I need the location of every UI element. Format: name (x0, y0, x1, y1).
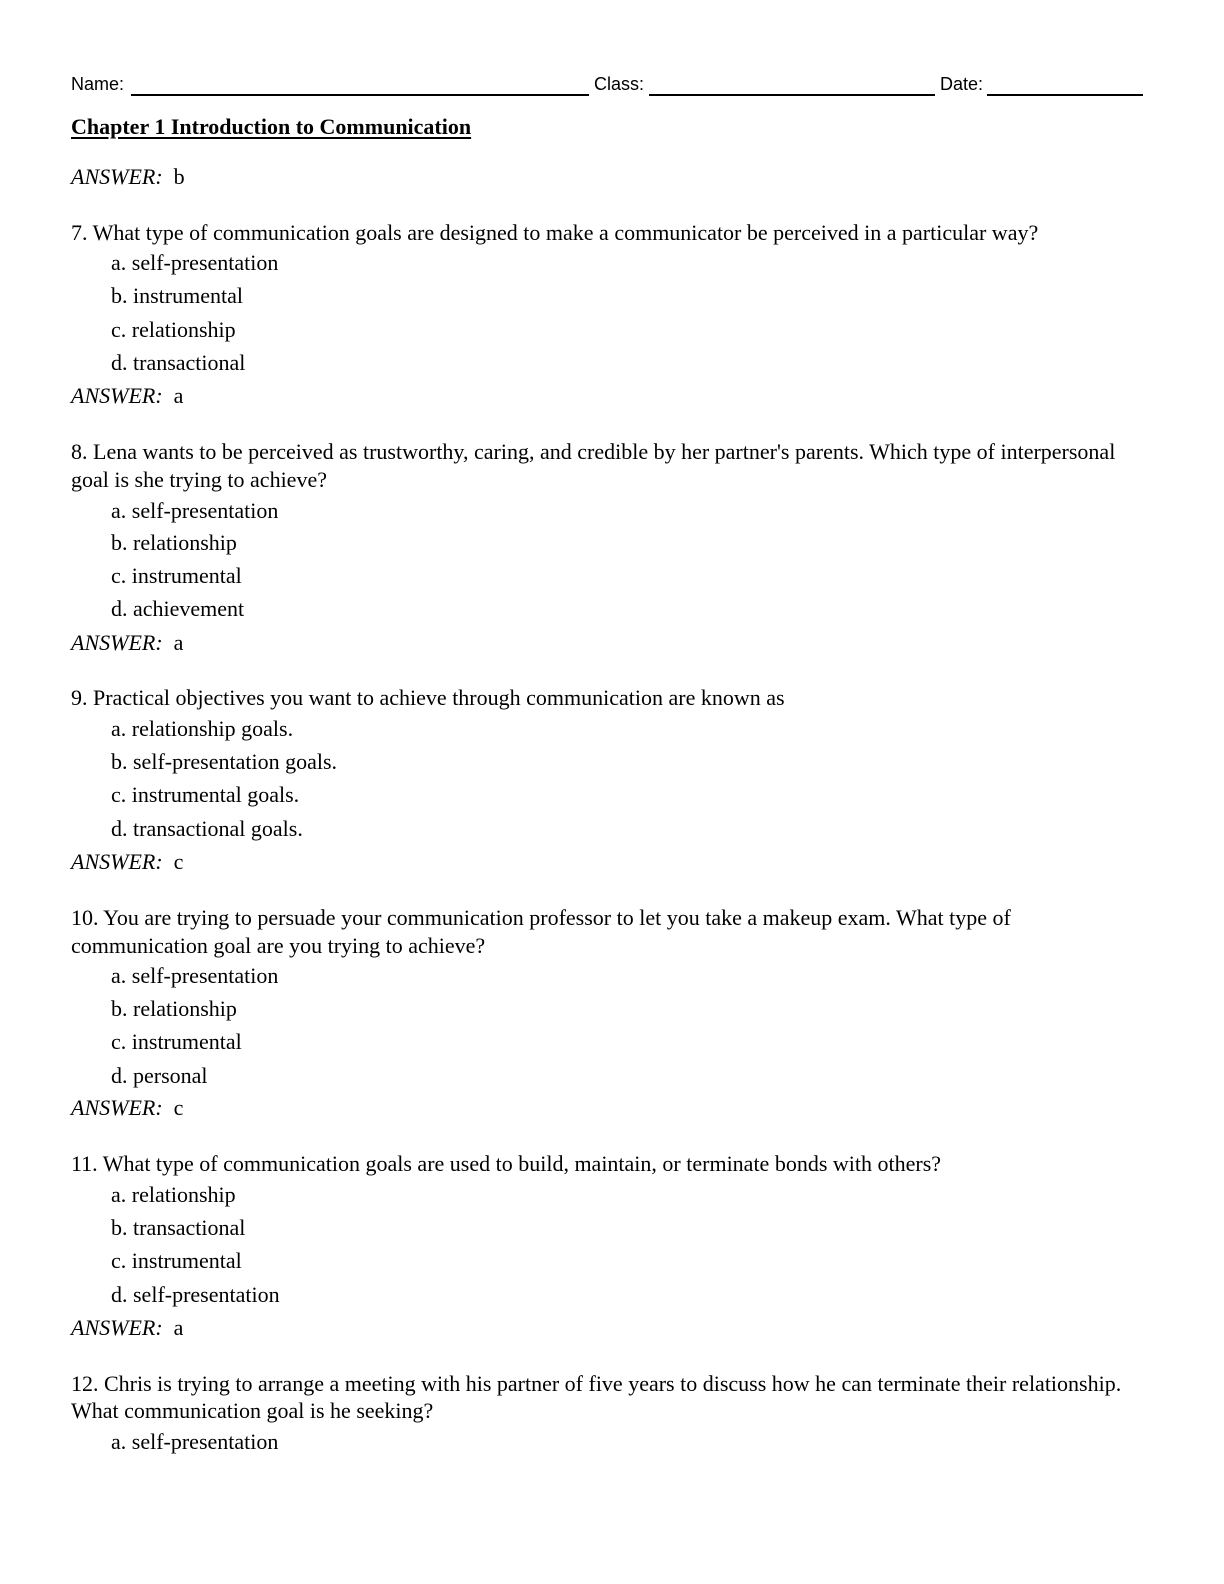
question-9-answer (71, 848, 183, 876)
question-10-option-d: d. personal (111, 1063, 208, 1088)
answer-value: a (173, 383, 184, 408)
question-11-option-a: a. relationship (111, 1182, 236, 1207)
question-12-option-a: a. self-presentation (111, 1429, 279, 1454)
question-9-text: 9. Practical objectives you want to achieve through communication are known as (71, 685, 785, 710)
question-8-option-c: c. instrumental (111, 563, 242, 588)
name-field[interactable] (131, 94, 589, 96)
question-9-option-c: c. instrumental goals. (111, 782, 300, 807)
question-9-option-d: d. transactional goals. (111, 816, 303, 841)
question-11-text: 11. What type of communication goals are used to build, maintain, or terminate bonds with others? (71, 1151, 942, 1176)
question-10-answer (71, 1094, 183, 1122)
answer-line (71, 163, 185, 191)
answer-value: c (173, 849, 184, 874)
question-7-text: 7. What type of communication goals are designed to make a communicator be perceived in a particular way? (71, 220, 1039, 245)
answer-label: ANSWER: (71, 383, 163, 408)
answer-label: ANSWER: (71, 1095, 163, 1120)
answer-value: a (173, 630, 184, 655)
question-7-option-c: c. relationship (111, 317, 236, 342)
date-field[interactable] (987, 94, 1143, 96)
question-8-option-d: d. achievement (111, 596, 245, 621)
question-11-option-c: c. instrumental (111, 1248, 242, 1273)
answer-label: ANSWER: (71, 164, 163, 189)
question-10-option-c: c. instrumental (111, 1029, 242, 1054)
class-field[interactable] (649, 94, 935, 96)
answer-label: ANSWER: (71, 849, 163, 874)
name-label: Name: (71, 74, 125, 94)
question-8-text: 8. Lena wants to be perceived as trustworthy, caring, and credible by her partner's parents. Which type of interpersonal goal is she trying to achieve? (71, 439, 1116, 492)
question-9-option-a: a. relationship goals. (111, 716, 294, 741)
question-10-option-b: b. relationship (111, 996, 237, 1021)
answer-label: ANSWER: (71, 630, 163, 655)
question-7-option-b: b. instrumental (111, 283, 243, 308)
question-7-option-d: d. transactional (111, 350, 246, 375)
answer-label: ANSWER: (71, 1315, 163, 1340)
question-10-option-a: a. self-presentation (111, 963, 279, 988)
question-11-option-d: d. self-presentation (111, 1282, 280, 1307)
question-10-text: 10. You are trying to persuade your communication professor to let you take a makeup exam. What type of communication goal are you trying to achieve? (71, 905, 1011, 958)
question-8-option-a: a. self-presentation (111, 498, 279, 523)
question-7-answer (71, 382, 183, 410)
question-9-option-b: b. self-presentation goals. (111, 749, 338, 774)
answer-value: a (173, 1315, 184, 1340)
answer-value: b (173, 164, 185, 189)
date-label: Date: (940, 74, 984, 94)
question-11-answer (71, 1314, 183, 1342)
question-8-option-b: b. relationship (111, 530, 237, 555)
class-label: Class: (594, 74, 645, 94)
question-7-option-a: a. self-presentation (111, 250, 279, 275)
answer-value: c (173, 1095, 184, 1120)
chapter-title: Chapter 1 Introduction to Communication (71, 114, 472, 139)
question-8-answer (71, 629, 183, 657)
student-info-header (71, 72, 1143, 96)
question-11-option-b: b. transactional (111, 1215, 246, 1240)
question-12-text: 12. Chris is trying to arrange a meeting with his partner of five years to discuss how he can terminate their relationship. What communication goal is he seeking? (71, 1371, 1122, 1423)
